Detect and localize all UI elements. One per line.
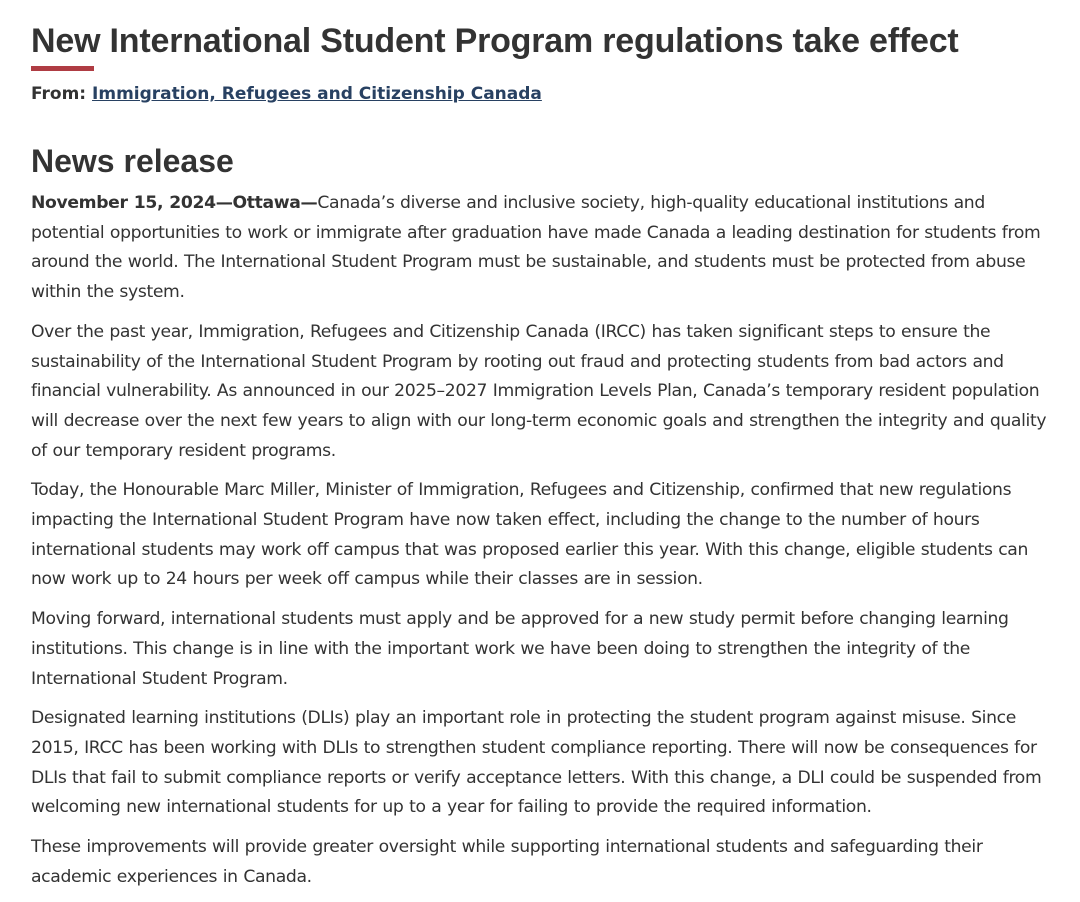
dateline: November 15, 2024—Ottawa— <box>31 193 318 213</box>
paragraph-6: These improvements will provide greater oversight while supporting international students and safeguarding their academic experiences in Canada. <box>31 837 983 887</box>
from-label: From: <box>31 84 87 104</box>
paragraph-1 <box>31 189 1061 308</box>
article-body <box>31 189 1061 902</box>
paragraph-2: Over the past year, Immigration, Refugees and Citizenship Canada (IRCC) has taken significant steps to ensure the sustainability of the International Student Program by rooting out fraud and protecting students from bad actors and financial vulnerability. As announced in our 2025–2027 Immigration Levels Plan, Canada’s temporary resident population will decrease over the next few years to align with our long-term economic goals and strengthen the integrity and quality of our temporary resident programs. <box>31 321 1047 461</box>
paragraph-5: Designated learning institutions (DLIs) play an important role in protecting the student program against misuse. Since 2015, IRCC has been working with DLIs to strengthen student compliance reporting. There will now be consequences for DLIs that fail to submit compliance reports or verify acceptance letters. With this change, a DLI could be suspended from welcoming new international students for up to a year for failing to provide the required information. <box>31 708 1042 818</box>
department-link[interactable]: Immigration, Refugees and Citizenship Canada <box>92 84 542 104</box>
paragraph-1-text: Canada’s diverse and inclusive society, high-quality educational institutions and potential opportunities to work or immigrate after graduation have made Canada a leading destination for students from around the world. The International Student Program must be sustainable, and students must be protected from abuse within the system. <box>31 193 1041 303</box>
paragraph-3: Today, the Honourable Marc Miller, Minister of Immigration, Refugees and Citizenship, confirmed that new regulations impacting the International Student Program have now taken effect, including the change to the number of hours international students may work off campus that was proposed earlier this year. With this change, eligible students can now work up to 24 hours per week off campus while their classes are in session. <box>31 480 1029 590</box>
section-heading: News release <box>31 143 234 179</box>
page-title: New International Student Program regulations take effect <box>31 22 959 60</box>
from-line <box>31 82 542 106</box>
paragraph-4: Moving forward, international students must apply and be approved for a new study permit before changing learning institutions. This change is in line with the important work we have been doing to strengthen the integrity of the International Student Program. <box>31 609 1009 689</box>
title-underline-rule <box>31 66 94 71</box>
